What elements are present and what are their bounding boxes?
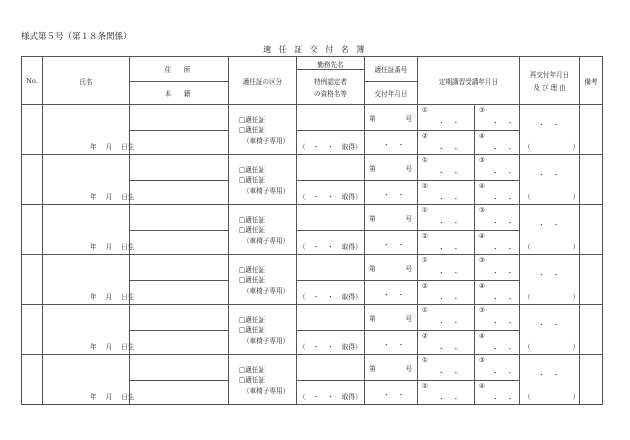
- row-reissue[interactable]: [520, 255, 580, 305]
- row-cert-type: [229, 105, 297, 155]
- row-training-2[interactable]: [418, 381, 475, 405]
- training-date-2: ・・: [438, 395, 468, 403]
- row-name[interactable]: [43, 205, 135, 255]
- circle-3: ③: [479, 356, 485, 364]
- reissue-reason: （ ）: [524, 343, 580, 351]
- row-training-4[interactable]: [475, 381, 520, 405]
- row-address[interactable]: [130, 155, 229, 181]
- form-number: 様式第５号（第１８条関係）: [21, 32, 132, 42]
- training-date-4: ・・: [492, 345, 522, 353]
- row-training-1[interactable]: [418, 205, 475, 231]
- reissue-date: ・・: [538, 321, 568, 329]
- row-remarks[interactable]: [580, 205, 603, 255]
- row-training-4[interactable]: [475, 181, 520, 205]
- training-date-2: ・・: [438, 295, 468, 303]
- header-special-cert-2: の資格名等: [314, 90, 347, 98]
- checkbox-cert[interactable]: □適任証: [239, 366, 266, 374]
- header-address: 住 所: [130, 57, 229, 82]
- row-training-3[interactable]: [475, 355, 520, 381]
- row-domicile[interactable]: [130, 331, 229, 355]
- cert-number-prefix: 第: [369, 215, 376, 223]
- cert-number-suffix: 号: [405, 265, 412, 273]
- row-training-1[interactable]: [418, 305, 475, 331]
- row-name[interactable]: [43, 305, 135, 355]
- checkbox-cert-wheelchair[interactable]: □適任証: [239, 376, 266, 384]
- row-cert-type: [229, 305, 297, 355]
- register-row: [22, 355, 603, 381]
- header-issue-date: 交付年月日: [365, 82, 418, 105]
- header-cert-type: 適任証の区分: [229, 57, 297, 105]
- birth-date: 年 月 日生: [90, 243, 135, 251]
- header-remarks: 備考: [580, 57, 603, 105]
- training-date-4: ・・: [492, 395, 522, 403]
- circle-1: ①: [422, 156, 428, 164]
- acquired-date: （ ・・取得）: [299, 143, 362, 151]
- training-date-4: ・・: [492, 295, 522, 303]
- issue-date: ・・: [383, 341, 413, 349]
- cert-number-prefix: 第: [369, 115, 376, 123]
- header-reissue-cell: [520, 57, 580, 105]
- row-training-3[interactable]: [475, 155, 520, 181]
- row-reissue[interactable]: [520, 155, 580, 205]
- row-training-1[interactable]: [418, 155, 475, 181]
- circle-2: ②: [422, 282, 428, 290]
- row-reissue[interactable]: [520, 305, 580, 355]
- circle-1: ①: [422, 306, 428, 314]
- header-no: No.: [22, 57, 43, 105]
- training-date-1: ・・: [438, 219, 468, 227]
- checkbox-cert-wheelchair[interactable]: □適任証: [239, 176, 266, 184]
- training-date-2: ・・: [438, 345, 468, 353]
- circle-2: ②: [422, 232, 428, 240]
- checkbox-cert[interactable]: □適任証: [239, 116, 266, 124]
- issue-date: ・・: [383, 241, 413, 249]
- header-name: 氏名: [43, 57, 130, 105]
- header-workplace: 勤務先名: [317, 61, 344, 69]
- birth-date: 年 月 日生: [90, 143, 135, 151]
- row-remarks[interactable]: [580, 105, 603, 155]
- circle-4: ④: [479, 132, 485, 140]
- row-no[interactable]: [22, 355, 43, 405]
- row-cert-number[interactable]: [365, 305, 418, 331]
- checkbox-cert-wheelchair[interactable]: □適任証: [239, 226, 266, 234]
- row-address[interactable]: [130, 255, 229, 281]
- reissue-reason: （ ）: [524, 243, 580, 251]
- cert-number-suffix: 号: [405, 215, 412, 223]
- issue-date: ・・: [383, 141, 413, 149]
- reissue-date: ・・: [538, 221, 568, 229]
- circle-2: ②: [422, 382, 428, 390]
- wheelchair-only-label: （車椅子専用）: [243, 387, 290, 395]
- row-reissue[interactable]: [520, 105, 580, 155]
- row-training-3[interactable]: [475, 105, 520, 131]
- row-special-cert[interactable]: [297, 231, 365, 255]
- header-workplace-cell: [297, 57, 365, 105]
- wheelchair-only-label: （車椅子専用）: [243, 337, 290, 345]
- circle-3: ③: [479, 206, 485, 214]
- circle-2: ②: [422, 132, 428, 140]
- training-date-4: ・・: [492, 145, 522, 153]
- row-address[interactable]: [130, 105, 229, 131]
- row-special-cert[interactable]: [297, 281, 365, 305]
- row-workplace[interactable]: [297, 205, 365, 231]
- header-domicile: 本 籍: [130, 82, 229, 105]
- row-cert-type: [229, 155, 297, 205]
- reissue-date: ・・: [538, 371, 568, 379]
- wheelchair-only-label: （車椅子専用）: [243, 187, 290, 195]
- row-training-2[interactable]: [418, 281, 475, 305]
- row-no[interactable]: [22, 105, 43, 155]
- cert-number-suffix: 号: [405, 365, 412, 373]
- training-date-1: ・・: [438, 119, 468, 127]
- reissue-date: ・・: [538, 121, 568, 129]
- training-date-2: ・・: [438, 245, 468, 253]
- row-special-cert[interactable]: [297, 331, 365, 355]
- reissue-reason: （ ）: [524, 143, 580, 151]
- circle-3: ③: [479, 306, 485, 314]
- header-reissue: 再交付年月日: [529, 71, 570, 79]
- circle-3: ③: [479, 256, 485, 264]
- row-training-3[interactable]: [475, 205, 520, 231]
- acquired-date: （ ・・取得）: [299, 393, 362, 401]
- acquired-date: （ ・・取得）: [299, 193, 362, 201]
- checkbox-cert-wheelchair[interactable]: □適任証: [239, 326, 266, 334]
- checkbox-cert[interactable]: □適任証: [239, 316, 266, 324]
- row-training-1[interactable]: [418, 355, 475, 381]
- row-remarks[interactable]: [580, 255, 603, 305]
- birth-date: 年 月 日生: [90, 343, 135, 351]
- training-date-2: ・・: [438, 195, 468, 203]
- register-row: [22, 255, 603, 281]
- row-cert-number[interactable]: [365, 155, 418, 181]
- row-workplace[interactable]: [297, 255, 365, 281]
- circle-4: ④: [479, 182, 485, 190]
- document-title: 適 任 証 交 付 名 簿: [263, 45, 367, 54]
- row-no[interactable]: [22, 155, 43, 205]
- training-date-3: ・・: [492, 369, 522, 377]
- row-workplace[interactable]: [297, 105, 365, 131]
- circle-4: ④: [479, 332, 485, 340]
- row-workplace[interactable]: [297, 305, 365, 331]
- row-address[interactable]: [130, 205, 229, 231]
- row-cert-number[interactable]: [365, 355, 418, 381]
- row-special-cert[interactable]: [297, 381, 365, 405]
- wheelchair-only-label: （車椅子専用）: [243, 237, 290, 245]
- row-training-2[interactable]: [418, 331, 475, 355]
- training-date-3: ・・: [492, 269, 522, 277]
- row-training-3[interactable]: [475, 305, 520, 331]
- row-workplace[interactable]: [297, 155, 365, 181]
- issue-date: ・・: [383, 291, 413, 299]
- acquired-date: （ ・・取得）: [299, 343, 362, 351]
- birth-date: 年 月 日生: [90, 293, 135, 301]
- circle-4: ④: [479, 232, 485, 240]
- row-reissue[interactable]: [520, 205, 580, 255]
- wheelchair-only-label: （車椅子専用）: [243, 287, 290, 295]
- row-issue-date[interactable]: [365, 131, 418, 155]
- reissue-reason: （ ）: [524, 393, 580, 401]
- circle-1: ①: [422, 256, 428, 264]
- row-name[interactable]: [43, 105, 135, 155]
- row-domicile[interactable]: [130, 131, 229, 155]
- row-training-1[interactable]: [418, 105, 475, 131]
- row-training-4[interactable]: [475, 281, 520, 305]
- training-date-4: ・・: [492, 195, 522, 203]
- row-cert-type: [229, 255, 297, 305]
- reissue-reason: （ ）: [524, 193, 580, 201]
- checkbox-cert[interactable]: □適任証: [239, 266, 266, 274]
- row-address[interactable]: [130, 355, 229, 381]
- circle-1: ①: [422, 356, 428, 364]
- circle-1: ①: [422, 106, 428, 114]
- circle-3: ③: [479, 156, 485, 164]
- cert-number-suffix: 号: [405, 165, 412, 173]
- circle-3: ③: [479, 106, 485, 114]
- training-date-3: ・・: [492, 219, 522, 227]
- birth-date: 年 月 日生: [90, 393, 135, 401]
- training-date-3: ・・: [492, 169, 522, 177]
- row-remarks[interactable]: [580, 305, 603, 355]
- cert-number-prefix: 第: [369, 365, 376, 373]
- header-training-date: 定期講習受講年月日: [418, 57, 520, 105]
- training-date-1: ・・: [438, 169, 468, 177]
- row-cert-number[interactable]: [365, 105, 418, 131]
- issue-date: ・・: [383, 191, 413, 199]
- row-cert-type: [229, 355, 297, 405]
- row-address[interactable]: [130, 305, 229, 331]
- row-training-2[interactable]: [418, 181, 475, 205]
- register-row: [22, 205, 603, 231]
- register-row: [22, 305, 603, 331]
- row-training-4[interactable]: [475, 331, 520, 355]
- birth-date: 年 月 日生: [90, 193, 135, 201]
- row-issue-date[interactable]: [365, 281, 418, 305]
- row-issue-date[interactable]: [365, 331, 418, 355]
- reissue-date: ・・: [538, 171, 568, 179]
- row-issue-date[interactable]: [365, 231, 418, 255]
- row-training-2[interactable]: [418, 131, 475, 155]
- cert-number-suffix: 号: [405, 315, 412, 323]
- row-special-cert[interactable]: [297, 181, 365, 205]
- header-cert-number: 適任証番号: [365, 57, 418, 82]
- circle-4: ④: [479, 282, 485, 290]
- row-training-3[interactable]: [475, 255, 520, 281]
- training-date-2: ・・: [438, 145, 468, 153]
- circle-1: ①: [422, 206, 428, 214]
- row-remarks[interactable]: [580, 155, 603, 205]
- row-cert-number[interactable]: [365, 255, 418, 281]
- row-reissue[interactable]: [520, 355, 580, 405]
- row-domicile[interactable]: [130, 381, 229, 405]
- training-date-1: ・・: [438, 369, 468, 377]
- row-training-1[interactable]: [418, 255, 475, 281]
- row-workplace[interactable]: [297, 355, 365, 381]
- row-cert-type: [229, 205, 297, 255]
- wheelchair-only-label: （車椅子専用）: [243, 137, 290, 145]
- checkbox-cert-wheelchair[interactable]: □適任証: [239, 126, 266, 134]
- header-divider: [297, 69, 364, 70]
- row-issue-date[interactable]: [365, 381, 418, 405]
- row-name[interactable]: [43, 255, 135, 305]
- row-domicile[interactable]: [130, 181, 229, 205]
- row-name[interactable]: [43, 355, 135, 405]
- row-name[interactable]: [43, 155, 135, 205]
- register-table: [21, 56, 603, 405]
- training-date-3: ・・: [492, 319, 522, 327]
- register-row: [22, 155, 603, 181]
- row-domicile[interactable]: [130, 231, 229, 255]
- row-cert-number[interactable]: [365, 205, 418, 231]
- row-remarks[interactable]: [580, 355, 603, 405]
- circle-2: ②: [422, 182, 428, 190]
- checkbox-cert[interactable]: □適任証: [239, 216, 266, 224]
- circle-4: ④: [479, 382, 485, 390]
- header-reissue-reason: 及 び 理 由: [533, 84, 566, 92]
- row-domicile[interactable]: [130, 281, 229, 305]
- acquired-date: （ ・・取得）: [299, 243, 362, 251]
- training-date-3: ・・: [492, 119, 522, 127]
- cert-number-prefix: 第: [369, 315, 376, 323]
- cert-number-prefix: 第: [369, 165, 376, 173]
- training-date-1: ・・: [438, 319, 468, 327]
- row-issue-date[interactable]: [365, 181, 418, 205]
- training-date-4: ・・: [492, 245, 522, 253]
- reissue-reason: （ ）: [524, 293, 580, 301]
- register-row: [22, 105, 603, 131]
- reissue-date: ・・: [538, 271, 568, 279]
- row-training-4[interactable]: [475, 131, 520, 155]
- checkbox-cert-wheelchair[interactable]: □適任証: [239, 276, 266, 284]
- training-date-1: ・・: [438, 269, 468, 277]
- row-special-cert[interactable]: [297, 131, 365, 155]
- row-no[interactable]: [22, 205, 43, 255]
- cert-number-prefix: 第: [369, 265, 376, 273]
- row-no[interactable]: [22, 305, 43, 355]
- circle-2: ②: [422, 332, 428, 340]
- cert-number-suffix: 号: [405, 115, 412, 123]
- row-training-2[interactable]: [418, 231, 475, 255]
- issue-date: ・・: [383, 391, 413, 399]
- row-no[interactable]: [22, 255, 43, 305]
- row-training-4[interactable]: [475, 231, 520, 255]
- acquired-date: （ ・・取得）: [299, 293, 362, 301]
- checkbox-cert[interactable]: □適任証: [239, 166, 266, 174]
- header-special-cert: 特例認定者: [314, 78, 347, 86]
